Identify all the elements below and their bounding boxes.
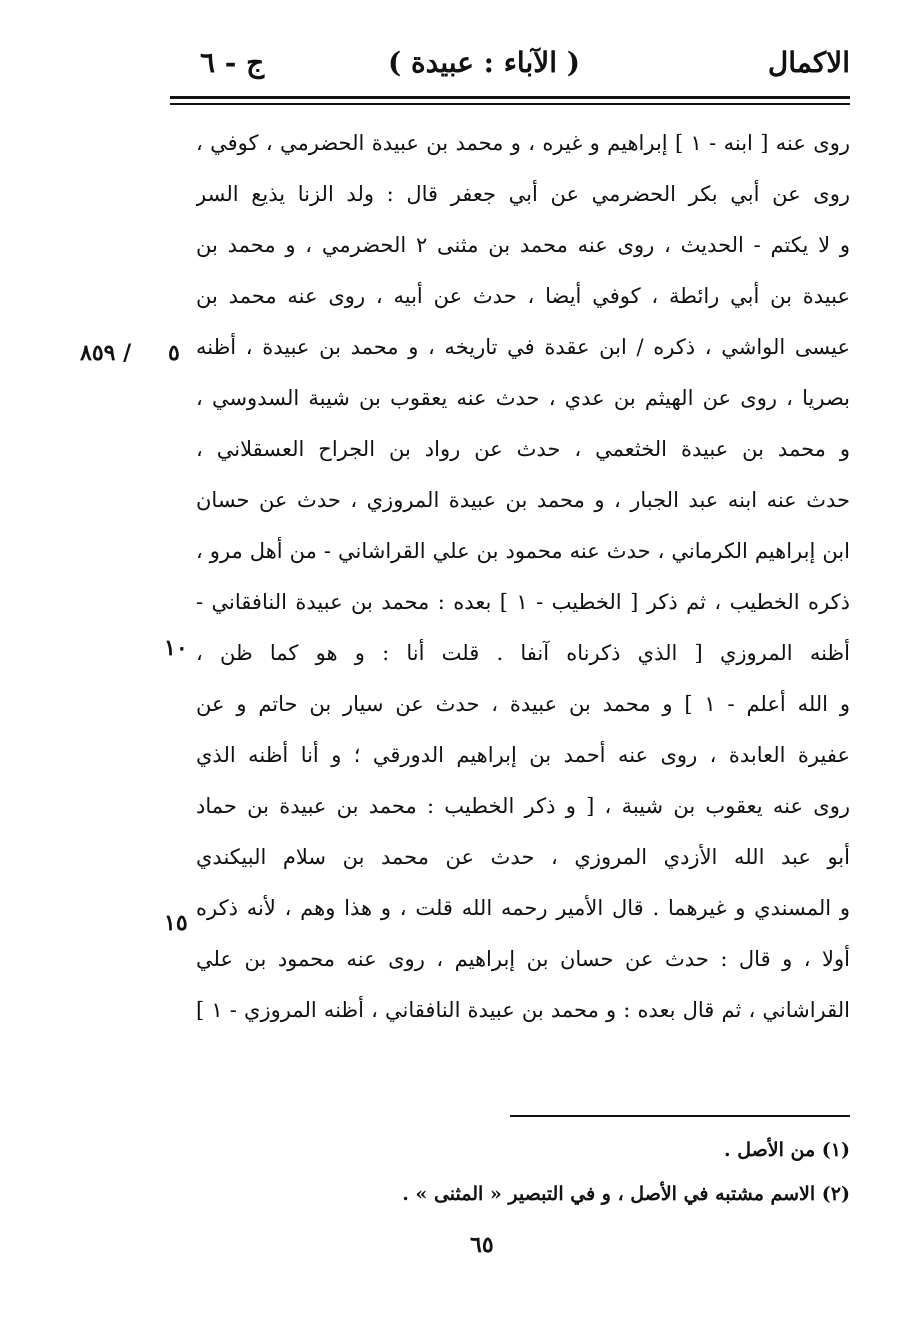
- text-line: روى عن أبي بكر الحضرمي عن أبي جعفر قال : ولد الزنا يذيع السر: [196, 182, 850, 206]
- page-header: [170, 40, 850, 90]
- text-line: ابن إبراهيم الكرماني ، حدث عنه محمود بن علي القراشاني - من أهل مرو ،: [196, 539, 850, 563]
- text-line: بصريا ، روى عن الهيثم بن عدي ، حدث عنه يعقوب بن شيبة السدوسي ،: [196, 386, 850, 410]
- footnote-rule: [510, 1115, 850, 1117]
- header-rule-thick: [170, 96, 850, 99]
- text-line: القراشاني ، ثم قال بعده : و محمد بن عبيدة النافقاني ، أظنه المروزي - ١ ]: [196, 998, 850, 1022]
- text-line: و الله أعلم - ١ ] و محمد بن عبيدة ، حدث عن سيار بن حاتم و عن: [196, 692, 850, 716]
- footnote-2: (٢) الاسم مشتبه في الأصل ، و في التبصير « المثنى » .: [402, 1183, 850, 1205]
- text-line: عبيدة بن أبي رائطة ، كوفي أيضا ، حدث عن أبيه ، روى عنه محمد بن: [196, 284, 850, 308]
- header-section-title: ( الآباء : عبيدة ): [387, 46, 580, 79]
- text-line: حدث عنه ابنه عبد الجبار ، و محمد بن عبيدة المروزي ، حدث عن حسان: [196, 488, 850, 512]
- footnote-1: (١) من الأصل .: [724, 1139, 850, 1161]
- text-line: أبو عبد الله الأزدي المروزي ، حدث عن محمد بن سلام البيكندي: [196, 845, 850, 869]
- header-rule-thin: [170, 103, 850, 105]
- footnotes: [170, 1128, 850, 1216]
- text-line: ذكره الخطيب ، ثم ذكر [ الخطيب - ١ ] بعده : محمد بن عبيدة النافقاني -: [196, 590, 850, 614]
- main-text: [196, 118, 850, 1036]
- line-number-10: ١٠: [164, 635, 188, 661]
- folio-marker: ٨٥٩ /: [80, 340, 132, 366]
- text-line: و محمد بن عبيدة الخثعمي ، حدث عن رواد بن الجراح العسقلاني ،: [196, 437, 850, 461]
- header-volume: ج - ٦: [200, 46, 265, 79]
- text-line: عفيرة العابدة ، روى عنه أحمد بن إبراهيم الدورقي ؛ و أنا أظنه الذي: [196, 743, 850, 767]
- text-line: عيسى الواشي ، ذكره / ابن عقدة في تاريخه ، و محمد بن عبيدة ، أظنه: [196, 335, 850, 359]
- line-number-15: ١٥: [164, 910, 188, 936]
- text-line: أولا ، و قال : حدث عن حسان بن إبراهيم ، روى عنه محمود بن علي: [196, 947, 850, 971]
- line-number-5: ٥: [168, 340, 180, 366]
- text-line: و المسندي و غيرهما . قال الأمير رحمه الله قلت ، و هذا وهم ، لأنه ذكره: [196, 896, 850, 920]
- page-number: ٦٥: [470, 1232, 494, 1258]
- header-book-title: الاكمال: [767, 46, 850, 79]
- text-line: و لا يكتم - الحديث ، روى عنه محمد بن مثنى ٢ الحضرمي ، و محمد بن: [196, 233, 850, 257]
- text-line: أظنه المروزي [ الذي ذكرناه آنفا . قلت أنا : و هو كما ظن ،: [196, 641, 850, 665]
- text-line: روى عنه [ ابنه - ١ ] إبراهيم و غيره ، و محمد بن عبيدة الحضرمي ، كوفي ،: [196, 131, 850, 155]
- text-line: روى عنه يعقوب بن شيبة ، [ و ذكر الخطيب : محمد بن عبيدة بن حماد: [196, 794, 850, 818]
